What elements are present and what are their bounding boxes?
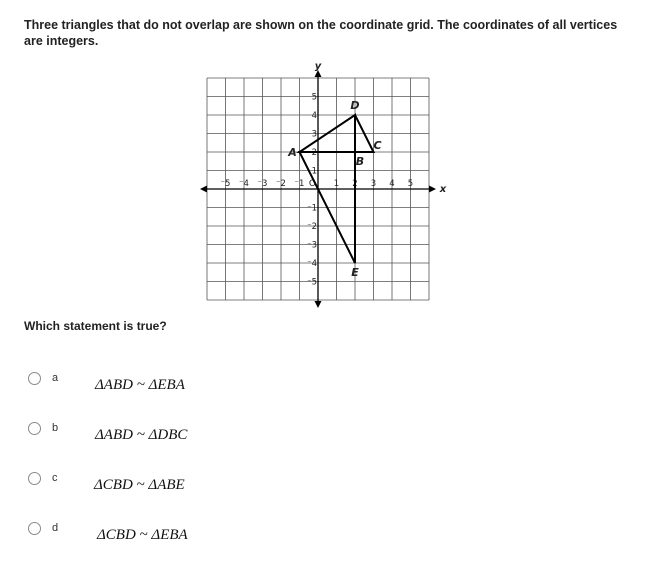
radio-button-d[interactable] (28, 522, 41, 535)
x-tick-label: 3 (370, 179, 377, 189)
x-axis-arrow-right (429, 186, 436, 193)
choice-letter-a: a (52, 372, 59, 384)
y-tick-label: 3 (311, 129, 317, 140)
x-tick-label: 2 (352, 179, 358, 189)
choice-letter-d: d (52, 522, 59, 534)
origin-label: O (308, 179, 316, 189)
vertex-label-b: B (355, 155, 365, 168)
y-axis-label: y (314, 61, 322, 72)
question-text: Which statement is true? (24, 319, 167, 333)
x-tick-label: 5 (407, 179, 414, 189)
choice-a[interactable] (28, 372, 288, 402)
choice-text-d: ΔCBD ~ ΔEBA (97, 527, 188, 543)
y-tick-label: ⁻5 (307, 277, 317, 288)
y-tick-label: 4 (311, 111, 317, 121)
y-tick-label: ⁻2 (307, 222, 317, 232)
choice-text-a: ΔABD ~ ΔEBA (95, 377, 185, 393)
vertex-label-a: A (288, 146, 297, 159)
x-tick-label: ⁻4 (239, 179, 249, 189)
x-tick-label: ⁻3 (257, 179, 268, 189)
coordinate-grid (200, 61, 447, 304)
question-prompt: Three triangles that do not overlap are shown on the coordinate grid. The coordinates of all vertices are integers. (24, 18, 618, 48)
x-tick-label: ⁻1 (294, 179, 305, 189)
y-tick-label: 5 (311, 92, 317, 103)
radio-button-b[interactable] (28, 422, 41, 435)
x-tick-label: 1 (333, 179, 340, 189)
x-axis-arrow-left (200, 186, 207, 193)
choice-c[interactable] (28, 472, 288, 502)
x-tick-label: 4 (389, 179, 395, 189)
y-tick-label: ⁻4 (307, 259, 317, 269)
choice-d[interactable] (28, 522, 288, 552)
y-tick-label: ⁻1 (307, 203, 317, 214)
y-axis-arrow-down (315, 301, 322, 308)
choice-letter-b: b (52, 422, 59, 434)
y-tick-label: ⁻3 (307, 240, 317, 251)
choice-text-b: ΔABD ~ ΔDBC (95, 427, 188, 443)
radio-button-a[interactable] (28, 372, 41, 385)
y-tick-label: 2 (311, 148, 317, 158)
vertex-label-c: C (373, 139, 382, 152)
radio-button-c[interactable] (28, 472, 41, 485)
x-axis-label: x (439, 184, 447, 195)
choice-letter-c: c (52, 472, 58, 484)
choice-text-c: ΔCBD ~ ΔABE (94, 477, 185, 493)
vertex-label-d: D (350, 99, 360, 112)
x-tick-label: ⁻2 (276, 179, 286, 189)
vertex-label-e: E (351, 266, 359, 279)
choice-b[interactable] (28, 422, 288, 452)
x-tick-label: ⁻5 (220, 179, 231, 189)
y-tick-label: 1 (311, 166, 317, 177)
